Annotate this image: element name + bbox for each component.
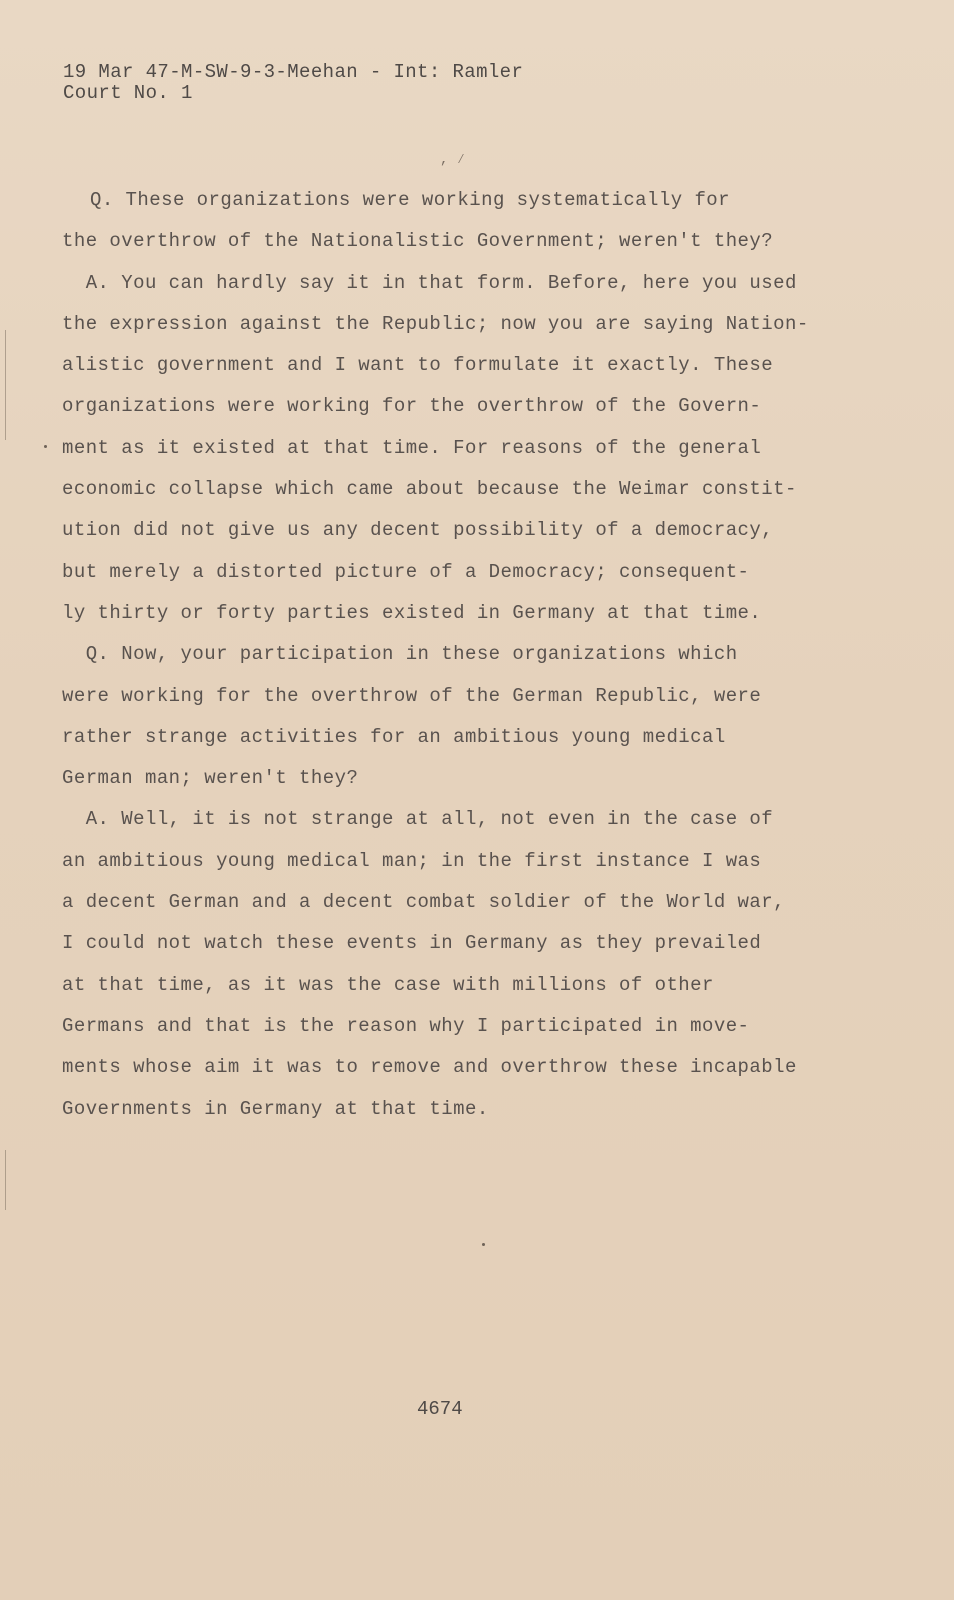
header-session-line: 19 Mar 47-M-SW-9-3-Meehan - Int: Ramler	[63, 61, 524, 83]
transcript-line: ments whose aim it was to remove and overthrow these incapable	[62, 1056, 797, 1079]
header-court-line: Court No. 1	[63, 82, 193, 104]
transcript-line: Q. Now, your participation in these organizations which	[62, 643, 738, 666]
transcript-line: German man; weren't they?	[62, 767, 359, 790]
transcript-line: an ambitious young medical man; in the first instance I was	[62, 849, 762, 872]
transcript-body	[62, 180, 862, 1130]
margin-edge-mark-lower	[5, 1150, 6, 1210]
transcript-line: the expression against the Republic; now you are saying Nation-	[62, 312, 809, 335]
paper-speck	[482, 1243, 485, 1246]
document-header	[63, 62, 523, 104]
transcript-line: Q. These organizations were working systematically for	[90, 189, 730, 211]
transcript-line: the overthrow of the Nationalistic Government; weren't they?	[62, 230, 774, 253]
transcript-line: but merely a distorted picture of a Democracy; consequent-	[62, 560, 750, 583]
transcript-line: organizations were working for the overthrow of the Govern-	[62, 395, 762, 418]
page-number: 4674	[417, 1398, 463, 1420]
transcript-line: a decent German and a decent combat soldier of the World war,	[62, 891, 785, 914]
transcript-line: ment as it existed at that time. For reasons of the general	[62, 436, 762, 459]
transcript-line: were working for the overthrow of the German Republic, were	[62, 684, 762, 707]
transcript-line: A. Well, it is not strange at all, not even in the case of	[62, 808, 774, 831]
transcript-line: ly thirty or forty parties existed in Germany at that time.	[62, 601, 762, 624]
stray-tick-mark: , ⁄	[440, 152, 466, 168]
transcript-line: at that time, as it was the case with millions of other	[62, 973, 714, 996]
transcript-line: economic collapse which came about because the Weimar constit-	[62, 478, 797, 501]
transcript-line: I could not watch these events in Germany as they prevailed	[62, 932, 762, 955]
transcript-line: A. You can hardly say it in that form. Before, here you used	[62, 271, 797, 294]
paper-speck	[44, 445, 47, 448]
transcript-line: Germans and that is the reason why I participated in move-	[62, 1014, 750, 1037]
transcript-line: alistic government and I want to formulate it exactly. These	[62, 354, 774, 377]
transcript-line: ution did not give us any decent possibility of a democracy,	[62, 519, 774, 542]
transcript-line: rather strange activities for an ambitious young medical	[62, 725, 726, 748]
transcript-line: Governments in Germany at that time.	[62, 1097, 489, 1120]
margin-edge-mark	[5, 330, 6, 440]
